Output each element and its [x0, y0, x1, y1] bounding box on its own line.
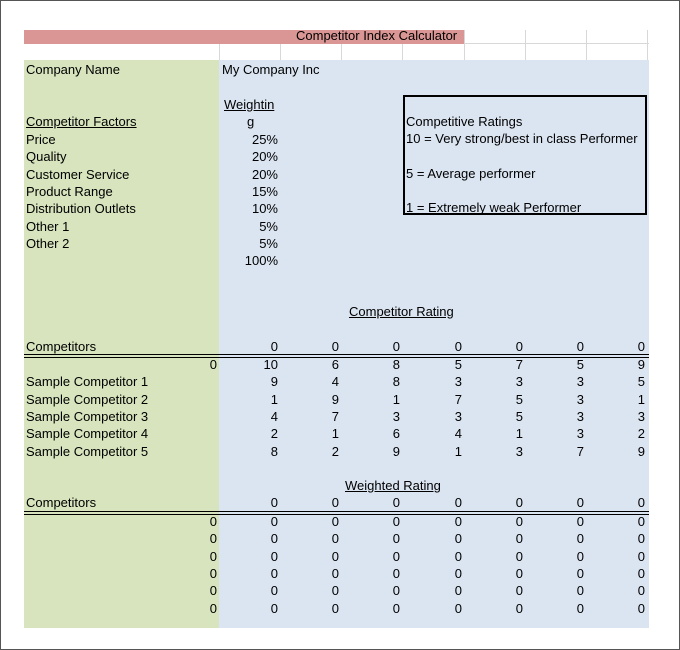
weighted-cell: 0 [576, 548, 584, 564]
rating-cell[interactable]: 1 [392, 391, 400, 407]
factor-weight[interactable]: 25% [251, 132, 278, 147]
rating-cell[interactable]: 9 [637, 443, 645, 459]
weighted-cell: 0 [515, 514, 523, 529]
weighted-rating-row-label: Competitors [26, 495, 97, 510]
rating-cell[interactable]: 1 [515, 426, 523, 442]
weighted-cell: 0 [515, 600, 523, 616]
rating-cell[interactable]: 2 [331, 443, 339, 459]
competitor-rating-header-cell: 0 [454, 339, 462, 354]
factor-weight[interactable]: 20% [251, 166, 278, 182]
factor-name: Other 2 [26, 235, 70, 251]
weighted-rating-header-cell: 0 [515, 495, 523, 510]
weighted-cell: 0 [392, 583, 400, 599]
factor-weight[interactable]: 15% [251, 183, 278, 199]
rating-cell[interactable]: 8 [392, 357, 400, 372]
competitor-name: Sample Competitor 5 [26, 443, 149, 459]
weighted-total-cell: 0 [209, 565, 217, 581]
weighted-cell: 0 [331, 583, 339, 599]
weighted-cell: 0 [637, 531, 645, 547]
weighted-rating-header-cell: 0 [270, 495, 278, 510]
grid-line [586, 30, 587, 60]
rating-cell[interactable]: 7 [454, 391, 462, 407]
rating-cell[interactable]: 8 [270, 443, 278, 459]
weighted-cell: 0 [270, 514, 278, 529]
rating-cell[interactable]: 3 [576, 408, 584, 424]
ratings-legend-box [403, 95, 647, 215]
factor-name: Price [26, 132, 56, 147]
competitor-rating-row-label: Competitors [26, 339, 97, 354]
weighted-rating-header-cell: 0 [454, 495, 462, 510]
competitor-rating-header-cell: 0 [637, 339, 645, 354]
rating-cell[interactable]: 1 [454, 443, 462, 459]
weighted-cell: 0 [392, 514, 400, 529]
weighted-cell: 0 [515, 583, 523, 599]
page-title: Competitor Index Calculator [296, 28, 458, 43]
weighted-cell: 0 [576, 565, 584, 581]
weighted-cell: 0 [454, 548, 462, 564]
weighted-cell: 0 [515, 548, 523, 564]
rating-cell[interactable]: 5 [454, 357, 462, 372]
rating-cell[interactable]: 9 [392, 443, 400, 459]
weighted-cell: 0 [392, 548, 400, 564]
weighted-cell: 0 [331, 514, 339, 529]
competitor-name: Sample Competitor 4 [26, 426, 149, 442]
rating-cell[interactable]: 4 [270, 408, 278, 424]
rating-cell[interactable]: 9 [270, 374, 278, 390]
weighted-cell: 0 [270, 600, 278, 616]
weighted-cell: 0 [637, 548, 645, 564]
weighted-cell: 0 [454, 514, 462, 529]
weighted-rating-header-cell: 0 [392, 495, 400, 510]
rating-cell[interactable]: 7 [515, 357, 523, 372]
factor-weight[interactable]: 10% [251, 201, 278, 217]
weighted-cell: 0 [454, 583, 462, 599]
rating-cell[interactable]: 5 [515, 391, 523, 407]
competitor-name: Sample Competitor 1 [26, 374, 149, 390]
weighted-cell: 0 [454, 531, 462, 547]
grid-line [647, 30, 648, 60]
ratings-legend-title: Competitive Ratings [406, 114, 523, 129]
weighted-cell: 0 [637, 600, 645, 616]
ratings-legend-line1: 10 = Very strong/best in class Performer [406, 131, 638, 146]
weighted-cell: 0 [392, 565, 400, 581]
rating-cell[interactable]: 7 [576, 443, 584, 459]
rating-cell[interactable]: 2 [637, 426, 645, 442]
weighting-header: Weightin [224, 97, 275, 112]
weighted-rating-title: Weighted Rating [345, 478, 441, 493]
weighted-cell: 0 [270, 565, 278, 581]
weighted-cell: 0 [392, 600, 400, 616]
weighted-cell: 0 [331, 548, 339, 564]
factor-name: Quality [26, 149, 67, 165]
weighted-cell: 0 [270, 583, 278, 599]
rating-cell[interactable]: 7 [331, 408, 339, 424]
weighted-cell: 0 [392, 531, 400, 547]
weighted-cell: 0 [576, 531, 584, 547]
rating-cell[interactable]: 9 [331, 391, 339, 407]
rating-cell[interactable]: 3 [392, 408, 400, 424]
weighted-total-cell: 0 [209, 514, 217, 529]
weighted-cell: 0 [637, 514, 645, 529]
factor-name: Other 1 [26, 218, 70, 234]
weighted-cell: 0 [454, 600, 462, 616]
weighted-cell: 0 [331, 531, 339, 547]
rating-cell[interactable]: 1 [270, 391, 278, 407]
factor-name: Product Range [26, 183, 113, 199]
weighting-header-wrap: g [247, 114, 255, 129]
factor-weight[interactable]: 20% [251, 149, 278, 165]
rating-cell[interactable]: 4 [331, 374, 339, 390]
rating-cell[interactable]: 2 [270, 426, 278, 442]
rating-cell[interactable]: 3 [637, 408, 645, 424]
weight-total: 100% [244, 253, 278, 268]
ratings-legend-line2: 5 = Average performer [406, 166, 536, 181]
rating-cell[interactable]: 10 [263, 357, 278, 372]
rating-cell[interactable]: 1 [637, 391, 645, 407]
weighted-cell: 0 [576, 514, 584, 529]
rating-cell[interactable]: 5 [576, 357, 584, 372]
weighted-cell: 0 [637, 565, 645, 581]
weighted-rating-header-cell: 0 [637, 495, 645, 510]
rating-cell[interactable]: 1 [331, 426, 339, 442]
competitor-name: Sample Competitor 3 [26, 408, 149, 424]
weighted-cell: 0 [515, 565, 523, 581]
competitor-rating-first-label-value: 0 [209, 357, 217, 372]
weighted-cell: 0 [576, 600, 584, 616]
rating-cell[interactable]: 6 [331, 357, 339, 372]
competitor-rating-header-cell: 0 [392, 339, 400, 354]
rating-cell[interactable]: 6 [392, 426, 400, 442]
competitor-rating-header-cell: 0 [515, 339, 523, 354]
weighted-cell: 0 [454, 565, 462, 581]
rating-cell[interactable]: 3 [454, 408, 462, 424]
weighted-cell: 0 [515, 531, 523, 547]
rating-cell[interactable]: 3 [515, 443, 523, 459]
weighted-cell: 0 [270, 531, 278, 547]
weighted-cell: 0 [331, 600, 339, 616]
grid-line [464, 30, 465, 60]
weighted-total-cell: 0 [209, 600, 217, 616]
ratings-legend-line3: 1 = Extremely weak Performer [406, 200, 582, 215]
competitor-rating-header-cell: 0 [270, 339, 278, 354]
company-name-label: Company Name [26, 62, 120, 77]
competitor-rating-header-cell: 0 [331, 339, 339, 354]
weighted-total-cell: 0 [209, 583, 217, 599]
rating-cell[interactable]: 5 [515, 408, 523, 424]
weighted-cell: 0 [331, 565, 339, 581]
rating-cell[interactable]: 3 [576, 391, 584, 407]
competitor-name: Sample Competitor 2 [26, 391, 149, 407]
weighted-total-cell: 0 [209, 548, 217, 564]
rating-cell[interactable]: 5 [637, 374, 645, 390]
factor-weight[interactable]: 5% [259, 218, 278, 234]
weighted-total-cell: 0 [209, 531, 217, 547]
rating-cell[interactable]: 9 [637, 357, 645, 372]
factor-weight[interactable]: 5% [259, 235, 278, 251]
company-name-value[interactable]: My Company Inc [222, 62, 320, 77]
factor-name: Customer Service [26, 166, 130, 182]
weighted-rating-header-cell: 0 [576, 495, 584, 510]
grid-line [525, 30, 526, 60]
weighted-cell: 0 [637, 583, 645, 599]
rating-cell[interactable]: 3 [576, 374, 584, 390]
factor-name: Distribution Outlets [26, 201, 136, 217]
weighted-rating-header-cell: 0 [331, 495, 339, 510]
weighted-cell: 0 [270, 548, 278, 564]
rating-cell[interactable]: 3 [576, 426, 584, 442]
competitor-factors-header: Competitor Factors [26, 114, 137, 129]
rating-cell[interactable]: 3 [515, 374, 523, 390]
competitor-rating-title: Competitor Rating [349, 304, 454, 319]
rating-cell[interactable]: 3 [454, 374, 462, 390]
weighted-cell: 0 [576, 583, 584, 599]
rating-cell[interactable]: 4 [454, 426, 462, 442]
rating-cell[interactable]: 8 [392, 374, 400, 390]
competitor-rating-header-cell: 0 [576, 339, 584, 354]
